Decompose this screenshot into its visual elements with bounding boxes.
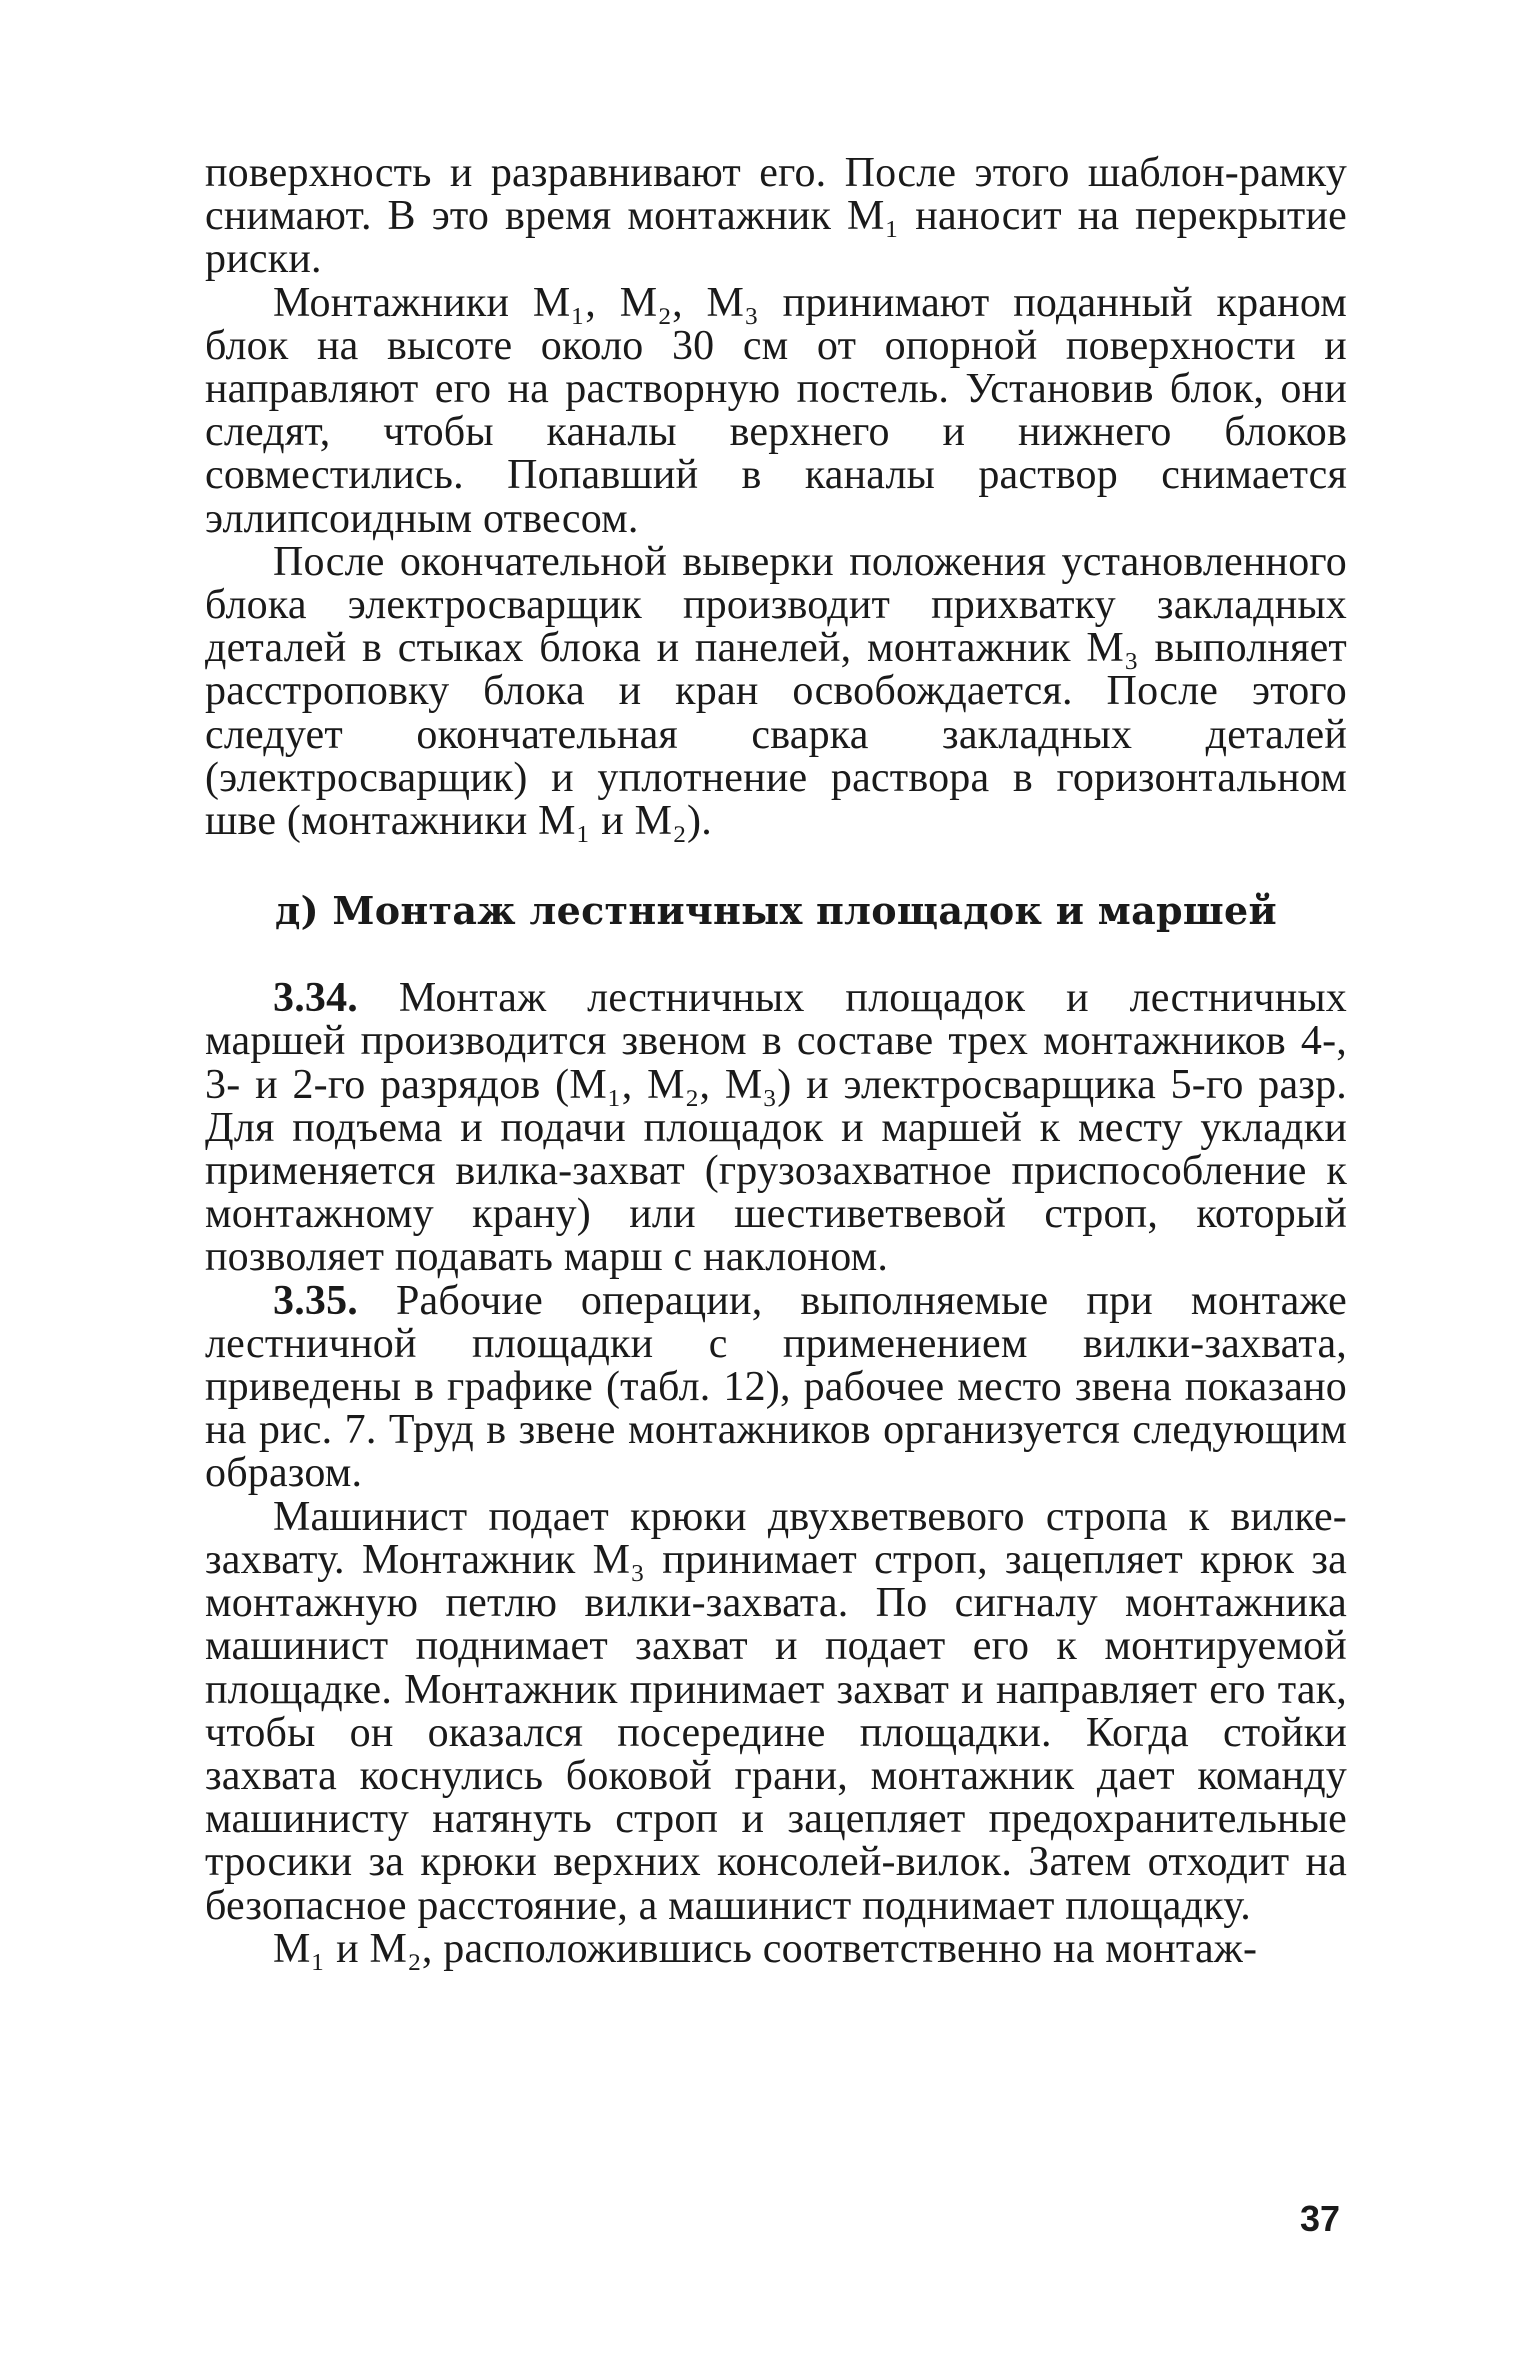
document-page (205, 152, 1347, 1971)
paragraph-3-34 (205, 977, 1347, 1279)
paragraph-3-35 (205, 1277, 1348, 1497)
clause-text-3-34: Монтаж лестничных площадок и лестничных маршей производится звеном в составе трех монтажников 4-, 3- и 2-го разрядов (M₁, M₂, M₃) и электросварщика 5-го разр. Для подъема и подачи площадок и маршей к месту укладки применяется вилка-захват (грузозахватное приспособление к монтажному крану) или шестиветвевой строп, который позволяет подавать марш с наклоном. (205, 975, 1347, 1281)
clause-number-3-34: 3.34. (273, 975, 358, 1022)
paragraph-2: Монтажники M₁, M₂, M₃ принимают поданный краном блок на высоте около 30 см от опорной поверхности и направляют его на растворную постель. Установив блок, они следят, чтобы каналы верхнего и нижнего блоков совместились. Попавший в каналы раствор снимается эллипсоидным отвесом. (205, 279, 1347, 542)
paragraph-3: После окончательной выверки положения установленного блока электросварщик производит прихватку закладных деталей в стыках блока и панелей, монтажник M₃ выполняет расстроповку блока и кран освобождается. После этого следует окончательная сварка закладных деталей (электросварщик) и уплотнение раствора в горизонтальном шве (монтажники M₁ и M₂). (205, 538, 1347, 845)
page-number: 37 (1300, 2198, 1341, 2239)
paragraph-7: M₁ и M₂, расположившись соответственно на монтаж- (273, 1925, 1258, 1972)
section-heading: д) Монтаж лестничных площадок и маршей (274, 888, 1278, 934)
clause-number-3-35: 3.35. (273, 1277, 358, 1324)
paragraph-1: поверхность и разравнивают его. После этого шаблон-рамку снимают. В это время монтажник M₁ наносит на перекрытие риски. (205, 150, 1347, 283)
clause-text-3-35: Рабочие операции, выполняемые при монтаже лестничной площадки с применением вилки-захвата, приведены в графике (табл. 12), рабочее место звена показано на рис. 7. Труд в звене монтажников организуется следующим образом. (205, 1277, 1348, 1497)
paragraph-6: Машинист подает крюки двухветвевого стропа к вилке-захвату. Монтажник M₃ принимает строп, зацепляет крюк за монтажную петлю вилки-захвата. По сигналу монтажника машинист поднимает захват и подает его к монтируемой площадке. Монтажник принимает захват и направляет его так, чтобы он оказался посередине площадки. Когда стойки захвата коснулись боковой грани, монтажник дает команду машинисту натянуть строп и зацепляет предохранительные тросики за крюки верхних консолей-вилок. Затем отходит на безопасное расстояние, а машинист поднимает площадку. (205, 1493, 1347, 1929)
